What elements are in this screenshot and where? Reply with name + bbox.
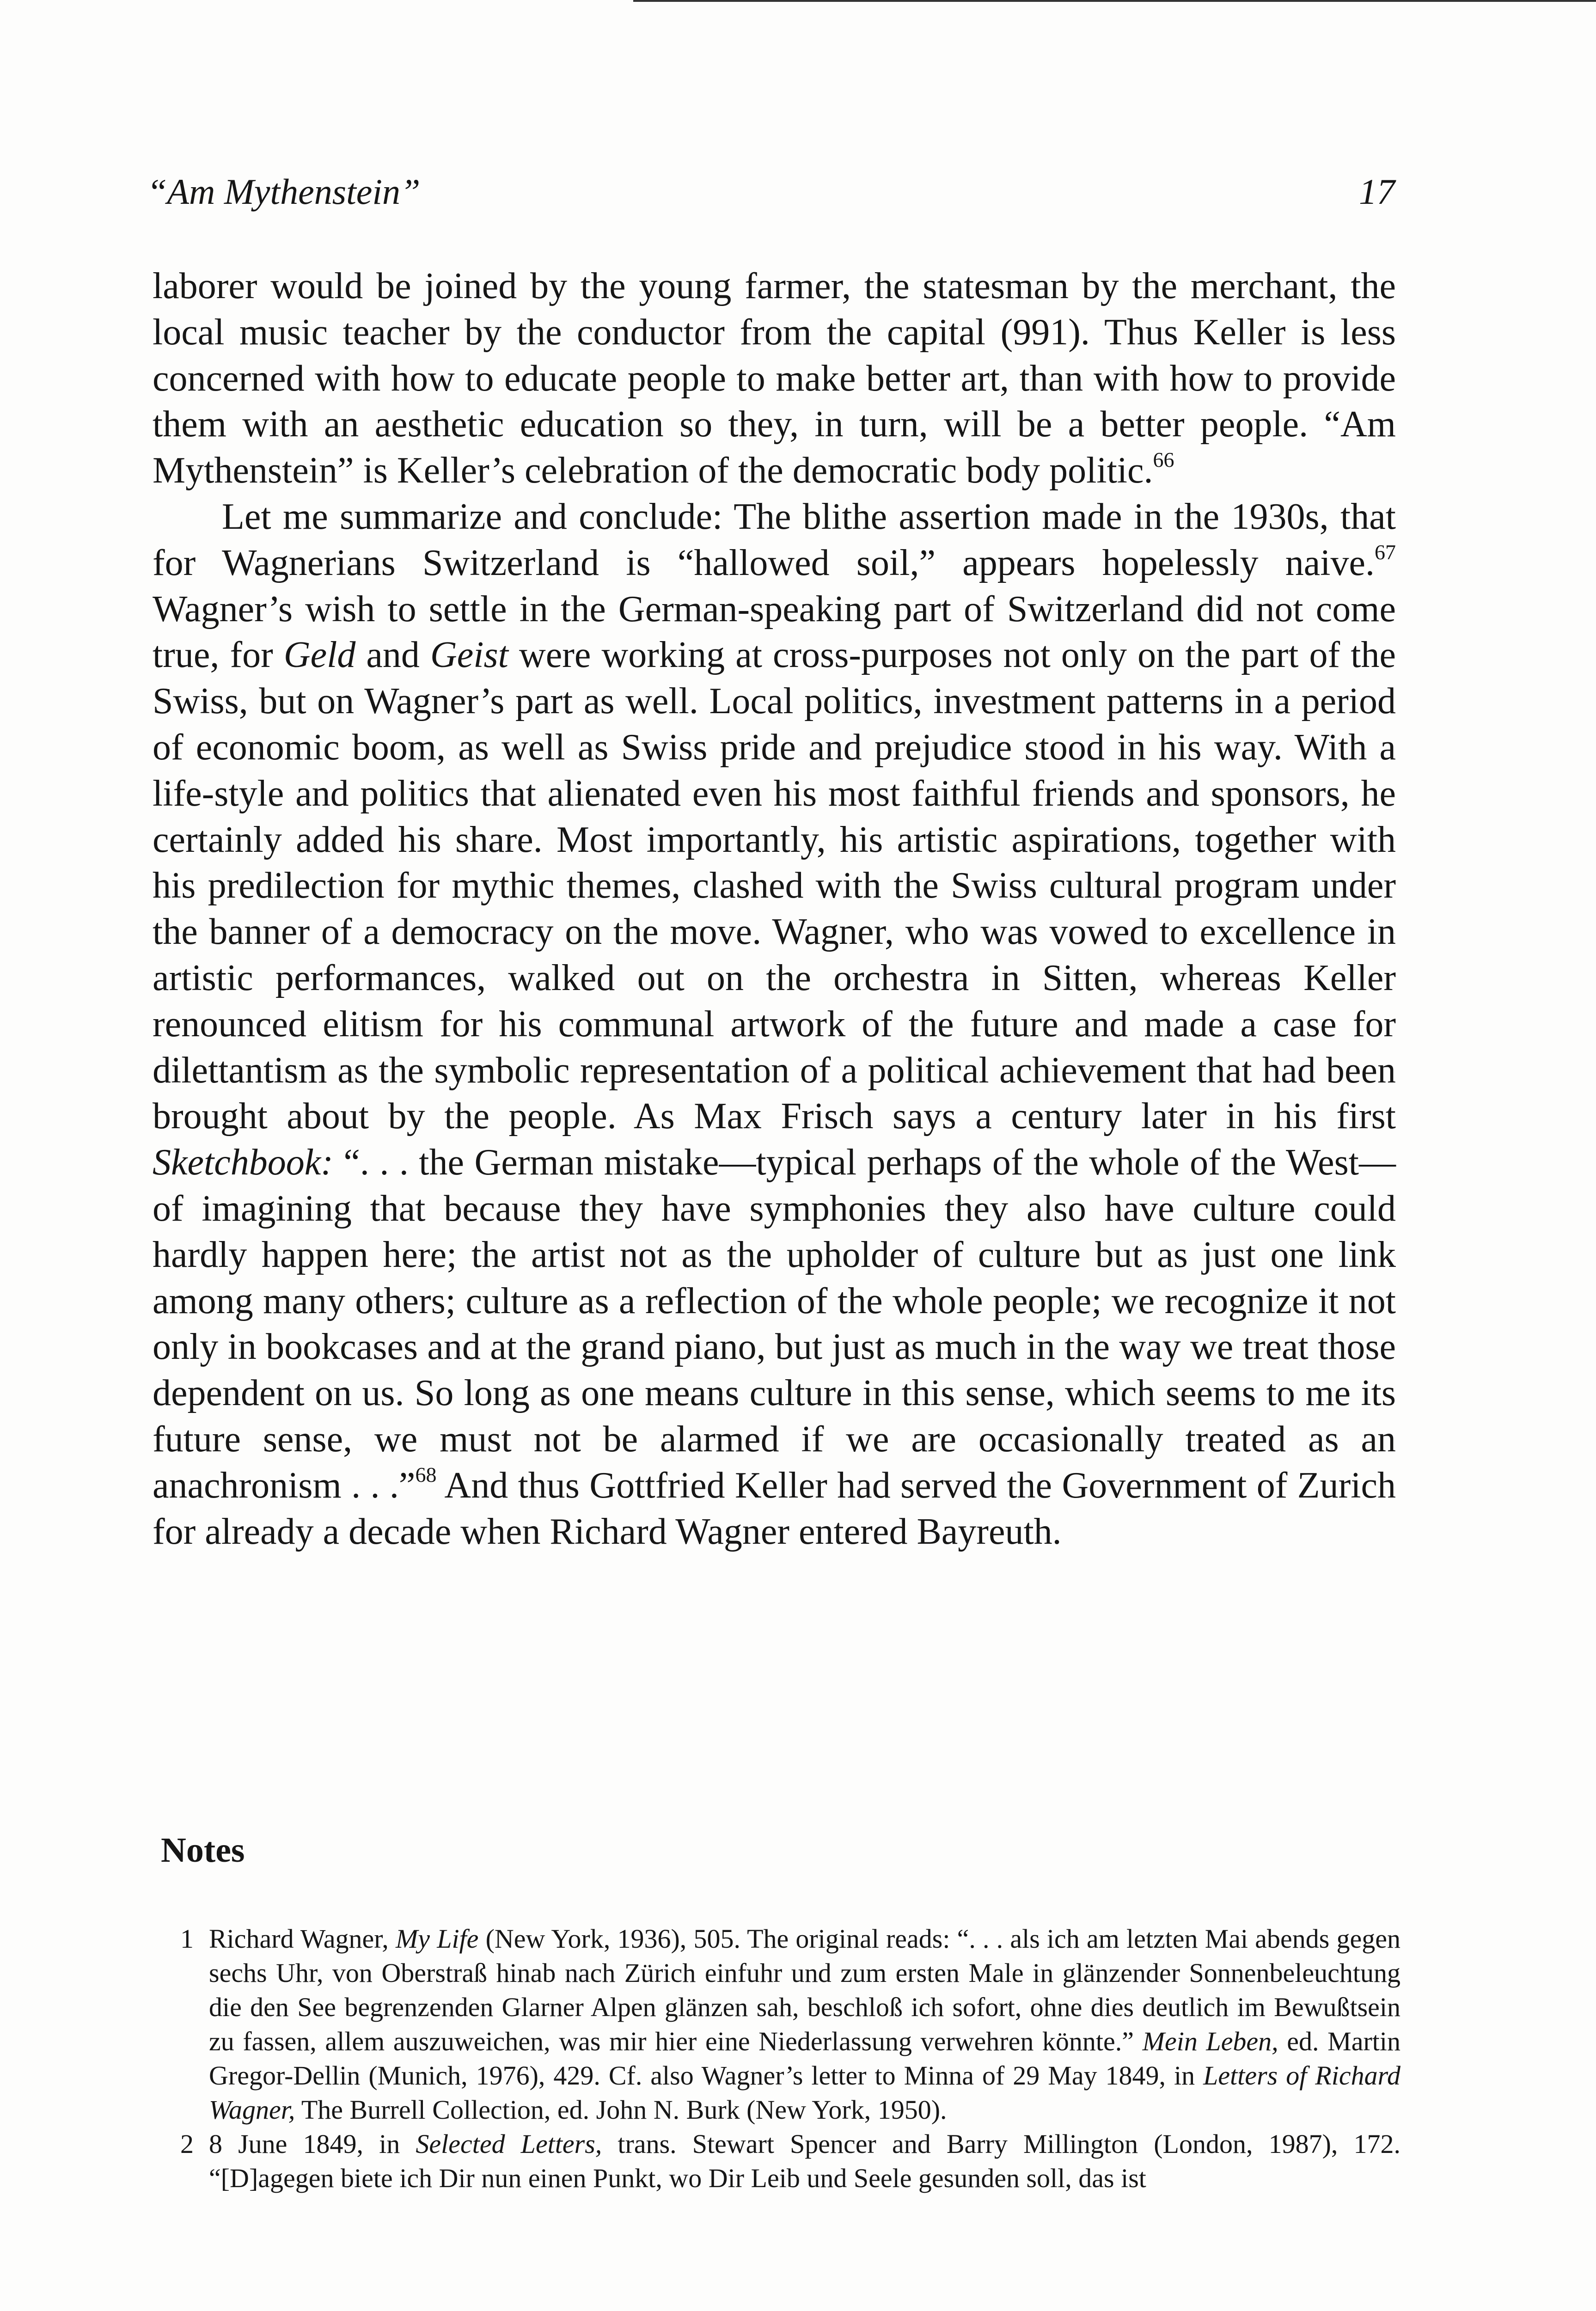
paragraph-1: laborer would be joined by the young farmer, the statesman by the merchant, the local music teacher by the conductor from the capital (991). Thus Keller is less concerned with how to educate people to make better art, than with how to provide them with an aesthetic education so they, in turn, will be a better people. “Am Mythenstein” is Keller’s celebration of the democratic body politic.$^{66}$ bbox=[153, 266, 1396, 491]
paragraph-2: Let me summarize and conclude: The blithe assertion made in the 1930s, that for Wagnerians Switzerland is “hallowed soil,” appears hopelessly naive.$^{67}$ Wagner’s wish to settle in the German-speaking part of Switzerland did not come true, for Geld and Geist were working at cross-purposes not only on the part of the Swiss, but on Wagner’s part as well. Local politics, investment patterns in a period of economic boom, as well as Swiss pride and prejudice stood in his way. With a life-style and politics that alienated even his most faithful friends and sponsors, he certainly added his share. Most importantly, his artistic aspirations, together with his predilection for mythic themes, clashed with the Swiss cultural program under the banner of a democracy on the move. Wagner, who was vowed to excellence in artistic performances, walked out on the orchestra in Sitten, whereas Keller renounced elitism for his communal artwork of the future and made a case for dilettantism as the symbolic representation of a political achievement that had been brought about by the people. As Max Frisch says a century later in his first Sketchbook: “. . . the German mistake—typical perhaps of the whole of the West—of imagining that because they have symphonies they also have culture could hardly happen here; the artist not as the upholder of culture but as just one link among many others; culture as a reflection of the whole people; we recognize it not only in bookcases and at the grand piano, but just as much in the way we treat those dependent on us. So long as one means culture in this sense, which seems to me its future sense, we must not be alarmed if we are occasionally treated as an anachronism . . .”$^{68}$ And thus Gottfried Keller had served the Government of Zurich for already a decade when Richard Wagner entered Bayreuth. bbox=[153, 496, 1396, 1552]
running-title: “Am Mythenstein” bbox=[147, 171, 421, 212]
note-2: 2 8 June 1849, in Selected Letters, trans. Stewart Spencer and Barry Millington (London, 1987), 172. “[D]agegen biete ich Dir nun einen Punkt, wo Dir Leib und Seele gesunden soll, das ist bbox=[180, 2127, 1400, 2195]
footnote-ref-67[interactable]: 67 bbox=[1375, 540, 1396, 564]
page-number: 17 bbox=[1359, 171, 1395, 212]
note-1: 1 Richard Wagner, My Life (New York, 1936), 505. The original reads: “. . . als ich am letzten Mai abends gegen sechs Uhr, von Oberstraß hinab nach Zürich einfuhr und zum ersten Male in glänzender Sonnenbeleuchtung die den See begrenzenden Glarner Alpen glänzen sah, beschloß ich sofort, ohne dies deutlich im Bewußtsein zu fassen, allem auszuweichen, was mir hier eine Niederlassung verwehren könnte.” Mein Leben, ed. Martin Gregor-Dellin (Munich, 1976), 429. Cf. also Wagner’s letter to Minna of 29 May 1849, in Letters of Richard Wagner, The Burrell Collection, ed. John N. Burk (New York, 1950). bbox=[180, 1922, 1400, 2127]
footnote-ref-68[interactable]: 68 bbox=[415, 1462, 437, 1486]
notes-list bbox=[180, 1922, 1400, 2195]
body-text bbox=[153, 263, 1396, 1555]
notes-heading: Notes bbox=[161, 1831, 245, 1870]
footnote-ref-66[interactable]: 66 bbox=[1153, 448, 1174, 472]
page-edge-top bbox=[633, 0, 1596, 2]
note-number: 2 bbox=[180, 2129, 194, 2159]
page-header bbox=[147, 171, 1395, 222]
note-number: 1 bbox=[180, 1924, 194, 1954]
